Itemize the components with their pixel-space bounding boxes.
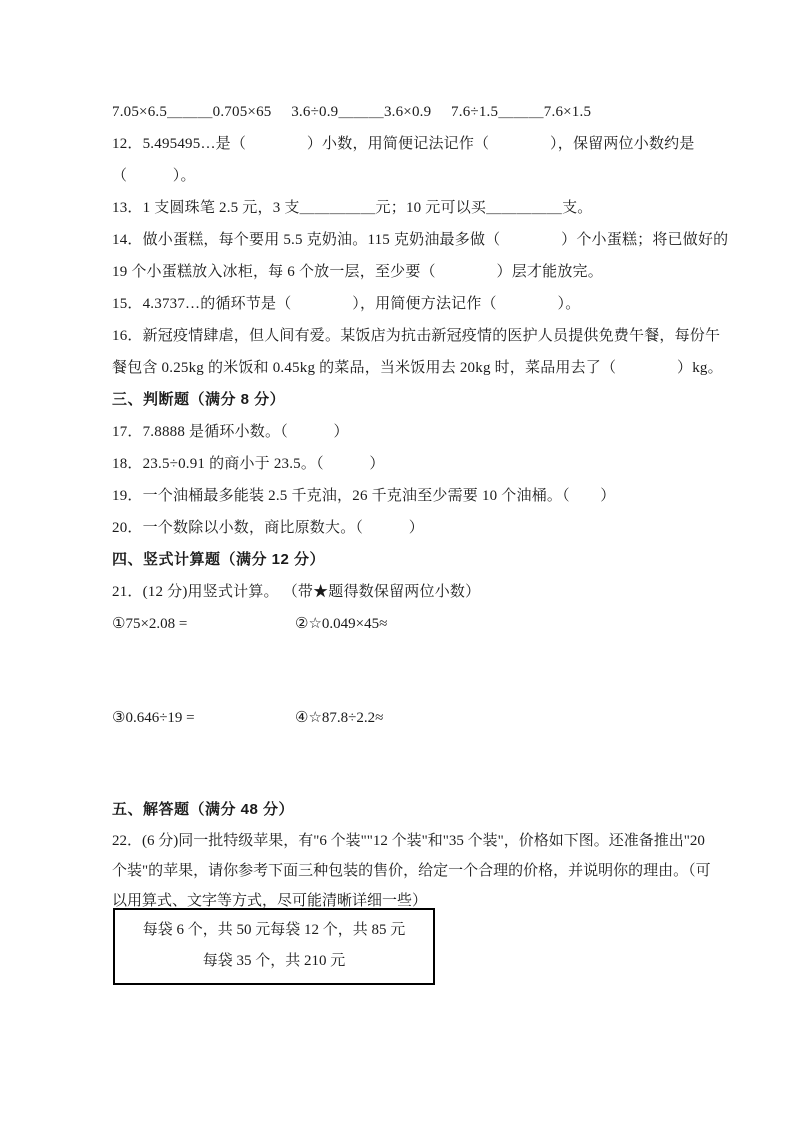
question-21-intro: 21．(12 分)用竖式计算。 （带★题得数保留两位小数） (112, 584, 481, 600)
section-5-heading: 五、解答题（满分 48 分） (112, 801, 295, 818)
price-box-line-2: 每袋 35 个，共 210 元 (202, 953, 346, 969)
question-14-line-2: 19 个小蛋糕放入冰柜，每 6 个放一层，至少要（ ）层才能放完。 (112, 264, 603, 280)
question-12-line-1: 12．5.495495…是（ ）小数，用简便记法记作（ ），保留两位小数约是 (112, 136, 695, 152)
question-21-row-1 (112, 608, 697, 640)
question-21-item-4: ④☆87.8÷2.2≈ (295, 710, 384, 726)
question-21-item-1: ①75×2.08 = (112, 616, 188, 632)
question-12-line-2: （ ）。 (112, 168, 196, 184)
price-box-line-1: 每袋 6 个，共 50 元每袋 12 个，共 85 元 (142, 922, 406, 938)
question-18: 18．23.5÷0.91 的商小于 23.5。（ ） (112, 456, 385, 472)
question-15: 15．4.3737…的循环节是（ ），用简便方法记作（ ）。 (112, 296, 581, 312)
question-22-line-1: 22．(6 分)同一批特级苹果，有"6 个装""12 个装"和"35 个装"，价格如下图。还准备推出"20 (112, 833, 705, 849)
question-20: 20．一个数除以小数，商比原数大。（ ） (112, 520, 424, 536)
question-22-line-3: 以用算式、文字等方式，尽可能清晰详细一些） (112, 893, 428, 909)
question-11-compare-line: 7.05×6.5＿＿＿0.705×65 3.6÷0.9＿＿＿3.6×0.9 7.6÷1.5＿＿＿7.6×1.5 (112, 104, 592, 120)
question-17: 17．7.8888 是循环小数。（ ） (112, 424, 349, 440)
question-22-line-2: 个装"的苹果，请你参考下面三种包装的售价，给定一个合理的价格，并说明你的理由。（可 (112, 863, 711, 879)
price-box (113, 908, 435, 985)
section-4-heading: 四、竖式计算题（满分 12 分） (112, 551, 326, 568)
question-13: 13．1 支圆珠笔 2.5 元，3 支＿＿＿＿＿元；10 元可以买＿＿＿＿＿支。 (112, 200, 593, 216)
question-16-line-2: 餐包含 0.25kg 的米饭和 0.45kg 的菜品，当米饭用去 20kg 时，菜品用去了（ ）kg。 (112, 360, 723, 376)
question-21-row-2 (112, 702, 697, 734)
section-3-heading: 三、判断题（满分 8 分） (112, 391, 286, 408)
question-19: 19．一个油桶最多能装 2.5 千克油，26 千克油至少需要 10 个油桶。（ ） (112, 488, 616, 504)
question-21-item-3: ③0.646÷19 = (112, 710, 195, 726)
question-14-line-1: 14．做小蛋糕，每个要用 5.5 克奶油。115 克奶油最多做（ ）个小蛋糕；将已做好的 (112, 232, 729, 248)
question-21-item-2: ②☆0.049×45≈ (295, 616, 388, 632)
question-16-line-1: 16．新冠疫情肆虐，但人间有爱。某饭店为抗击新冠疫情的医护人员提供免费午餐，每份午 (112, 328, 721, 344)
